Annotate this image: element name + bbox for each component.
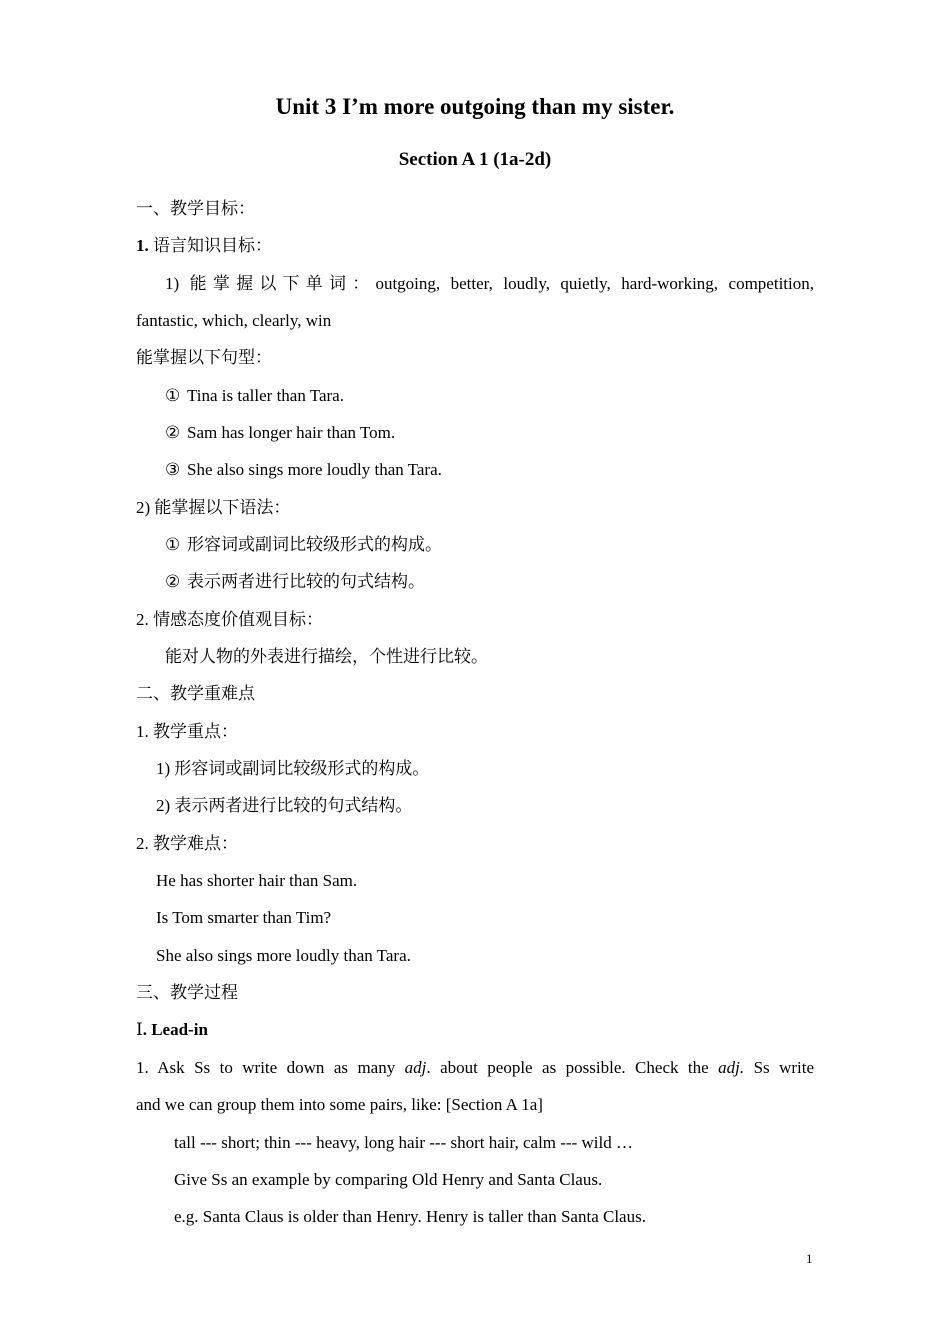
language-goal-number: 1. xyxy=(136,236,149,255)
emotion-goal-text: 能对人物的外表进行描绘，个性进行比较。 xyxy=(165,647,488,666)
example-intro: Give Ss an example by comparing Old Henry and Santa Claus. xyxy=(174,1170,603,1189)
language-goal-title: 语言知识目标： xyxy=(153,236,272,255)
patterns-heading: 能掌握以下句型： xyxy=(136,348,272,367)
grammar-heading: 2) 能掌握以下语法： xyxy=(136,498,291,517)
focus-heading: 1. 教学重点： xyxy=(136,722,238,741)
key-points-heading: 二、教学重难点 xyxy=(136,684,255,703)
grammar-item: ② 表示两者进行比较的句式结构。 xyxy=(165,572,425,591)
difficult-item: She also sings more loudly than Tara. xyxy=(156,946,411,965)
goals-heading: 一、教学目标： xyxy=(136,199,255,218)
language-goal-heading xyxy=(136,235,272,257)
pattern-item: ① Tina is taller than Tara. xyxy=(165,386,344,405)
example-sentence: e.g. Santa Claus is older than Henry. Henry is taller than Santa Claus. xyxy=(174,1207,646,1226)
pattern-item: ② Sam has longer hair than Tom. xyxy=(165,423,396,442)
page-number: 1 xyxy=(806,1251,813,1266)
difficult-item: He has shorter hair than Sam. xyxy=(156,871,358,890)
difficult-heading: 2. 教学难点： xyxy=(136,834,238,853)
process-heading: 三、教学过程 xyxy=(136,983,238,1002)
pattern-item: ③ She also sings more loudly than Tara. xyxy=(165,460,442,479)
leadin-heading xyxy=(136,1019,208,1041)
focus-item: 1) 形容词或副词比较级形式的构成。 xyxy=(156,759,430,778)
roman-numeral-one: Ⅰ xyxy=(136,1020,143,1039)
emotion-goal-heading: 2. 情感态度价值观目标： xyxy=(136,610,323,629)
grammar-item: ① 形容词或副词比较级形式的构成。 xyxy=(165,535,442,554)
leadin-title: . Lead-in xyxy=(142,1020,208,1039)
adjective-pairs: tall --- short; thin --- heavy, long hair --- short hair, calm --- wild … xyxy=(174,1133,633,1152)
vocabulary-line-2: fantastic, which, clearly, win xyxy=(136,311,332,330)
step1-line-1: 1. Ask Ss to write down as many adj. about people as possible. Check the adj. Ss write xyxy=(136,1058,815,1077)
page-title: Unit 3 I’m more outgoing than my sister. xyxy=(275,94,675,119)
vocabulary-line-1: 1) 能掌握以下单词：outgoing, better, loudly, quietly, hard-working, competition, xyxy=(165,274,814,293)
difficult-item: Is Tom smarter than Tim? xyxy=(156,908,332,927)
section-subtitle: Section A 1 (1a-2d) xyxy=(398,149,552,170)
focus-item: 2) 表示两者进行比较的句式结构。 xyxy=(156,796,413,815)
step1-line-2: and we can group them into some pairs, like: [Section A 1a] xyxy=(136,1095,543,1114)
